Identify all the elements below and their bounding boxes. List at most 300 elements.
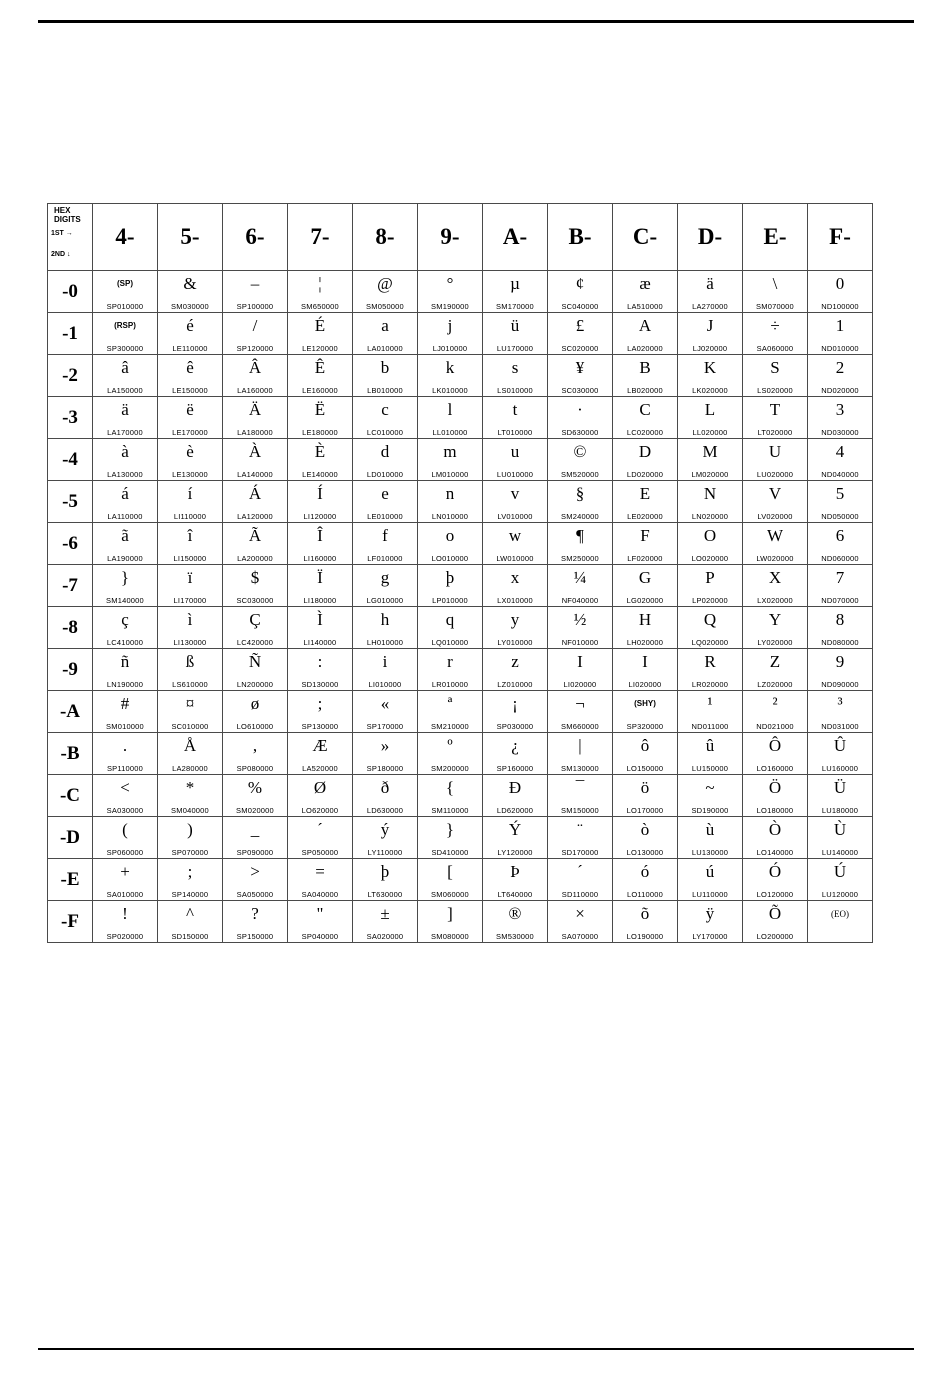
- code-cell-content: [223, 859, 287, 900]
- character-glyph: v: [510, 484, 520, 503]
- character-glyph: }: [120, 568, 130, 587]
- code-cell: [353, 775, 418, 817]
- code-cell: [678, 859, 743, 901]
- column-header: 4-: [93, 204, 158, 271]
- character-glyph: b: [380, 358, 390, 377]
- character-glyph: L: [704, 400, 716, 419]
- character-glyph: j: [447, 316, 453, 335]
- code-cell: [418, 271, 483, 313]
- character-code: SP120000: [236, 344, 274, 353]
- character-glyph: 9: [835, 652, 845, 671]
- character-code: LH020000: [626, 638, 664, 647]
- code-cell-content: [678, 691, 742, 732]
- code-cell-content: [613, 733, 677, 774]
- character-glyph: µ: [510, 274, 520, 293]
- character-glyph: |: [578, 736, 582, 755]
- table-row: [48, 691, 873, 733]
- code-cell-content: [678, 271, 742, 312]
- code-cell: [613, 397, 678, 439]
- corner-second-text: 2ND: [51, 251, 66, 258]
- character-glyph: Z: [769, 652, 781, 671]
- code-cell-content: [288, 397, 352, 438]
- character-glyph: r: [447, 652, 453, 671]
- character-glyph: ³: [837, 694, 843, 713]
- code-cell-content: [93, 271, 157, 312]
- code-cell-content: [158, 859, 222, 900]
- character-code: LC410000: [106, 638, 144, 647]
- code-cell: [678, 397, 743, 439]
- code-cell-content: [353, 901, 417, 942]
- character-glyph: ÷: [770, 316, 780, 335]
- table-row: [48, 901, 873, 943]
- code-cell: [158, 355, 223, 397]
- code-cell: [93, 313, 158, 355]
- column-header: E-: [743, 204, 808, 271]
- code-cell-content: [483, 397, 547, 438]
- code-cell-content: [158, 481, 222, 522]
- character-glyph: Ó: [768, 862, 782, 881]
- code-cell: [223, 901, 288, 943]
- code-cell: [288, 313, 353, 355]
- character-code: SA040000: [301, 890, 339, 899]
- character-glyph: »: [380, 736, 390, 755]
- character-glyph: (EO): [831, 909, 849, 919]
- column-header: A-: [483, 204, 548, 271]
- code-cell: [808, 271, 873, 313]
- code-cell: [678, 481, 743, 523]
- character-code: LU170000: [496, 344, 534, 353]
- code-cell: [418, 355, 483, 397]
- row-header: -3: [48, 397, 93, 439]
- code-cell: [548, 313, 613, 355]
- code-cell: [223, 775, 288, 817]
- character-code: SP080000: [236, 764, 274, 773]
- character-glyph: O: [703, 526, 717, 545]
- character-code: SA070000: [561, 932, 599, 941]
- code-cell-content: [418, 775, 482, 816]
- row-header: -1: [48, 313, 93, 355]
- character-glyph: 8: [835, 610, 845, 629]
- character-glyph: s: [511, 358, 519, 377]
- character-glyph: ^: [186, 904, 194, 923]
- character-glyph: 1: [835, 316, 845, 335]
- character-code: LA270000: [692, 302, 728, 311]
- code-cell-content: [483, 607, 547, 648]
- code-cell-content: [613, 901, 677, 942]
- character-glyph: ×: [575, 904, 585, 923]
- character-glyph: h: [380, 610, 390, 629]
- code-cell-content: [223, 817, 287, 858]
- character-code: LY010000: [497, 638, 533, 647]
- code-cell-content: [93, 397, 157, 438]
- character-glyph: (SP): [117, 279, 133, 288]
- code-cell: [808, 481, 873, 523]
- character-glyph: ©: [573, 442, 587, 461]
- character-code: SD150000: [171, 932, 209, 941]
- code-cell-content: [678, 901, 742, 942]
- code-cell-content: [288, 607, 352, 648]
- character-glyph: Ø: [313, 778, 327, 797]
- character-code: SP020000: [106, 932, 144, 941]
- code-cell: [158, 397, 223, 439]
- code-cell-content: [418, 649, 482, 690]
- character-glyph: ¹: [707, 694, 713, 713]
- code-cell: [808, 523, 873, 565]
- character-code: SM010000: [106, 722, 144, 731]
- character-glyph: k: [445, 358, 455, 377]
- character-glyph: ë: [186, 400, 194, 419]
- table-row: [48, 859, 873, 901]
- code-cell-content: [678, 649, 742, 690]
- character-glyph: Ì: [317, 610, 323, 629]
- character-glyph: ´: [577, 862, 583, 881]
- code-cell: [743, 901, 808, 943]
- code-cell-content: [548, 859, 612, 900]
- code-cell: [613, 607, 678, 649]
- code-cell-content: [548, 817, 612, 858]
- code-cell-content: [418, 313, 482, 354]
- code-cell-content: [158, 817, 222, 858]
- row-header: -6: [48, 523, 93, 565]
- code-cell-content: [418, 481, 482, 522]
- column-header: 6-: [223, 204, 288, 271]
- character-glyph: Û: [833, 736, 847, 755]
- code-cell: [288, 271, 353, 313]
- code-cell-content: [483, 271, 547, 312]
- character-code: ND031000: [821, 722, 859, 731]
- character-glyph: B: [639, 358, 651, 377]
- code-cell: [808, 691, 873, 733]
- corner-first-text: 1ST: [51, 230, 64, 237]
- code-cell: [483, 397, 548, 439]
- character-code: ND070000: [821, 596, 859, 605]
- code-cell: [223, 397, 288, 439]
- code-cell-content: [353, 397, 417, 438]
- character-code: LE160000: [302, 386, 338, 395]
- character-code: LU020000: [756, 470, 794, 479]
- character-glyph: <: [120, 778, 130, 797]
- code-cell: [743, 817, 808, 859]
- character-glyph: W: [766, 526, 784, 545]
- character-code: SP320000: [626, 722, 664, 731]
- character-glyph: ª: [447, 694, 453, 713]
- code-cell-content: [93, 691, 157, 732]
- character-code: SM140000: [106, 596, 144, 605]
- code-cell-content: [158, 355, 222, 396]
- character-glyph: Á: [248, 484, 262, 503]
- code-cell-content: [418, 355, 482, 396]
- character-glyph: Ä: [248, 400, 262, 419]
- character-code: SM650000: [301, 302, 339, 311]
- code-cell: [93, 439, 158, 481]
- character-glyph: J: [706, 316, 714, 335]
- character-glyph: G: [638, 568, 652, 587]
- code-cell-content: [743, 775, 807, 816]
- row-header: -9: [48, 649, 93, 691]
- code-cell: [93, 271, 158, 313]
- character-code: LK010000: [432, 386, 468, 395]
- code-cell-content: [288, 775, 352, 816]
- character-glyph: ú: [705, 862, 715, 881]
- code-cell-content: [223, 523, 287, 564]
- character-glyph: é: [186, 316, 194, 335]
- character-code: LA010000: [367, 344, 403, 353]
- code-cell: [158, 607, 223, 649]
- character-glyph: ¼: [573, 568, 587, 587]
- code-cell-content: [158, 271, 222, 312]
- code-cell: [743, 313, 808, 355]
- character-glyph: d: [380, 442, 390, 461]
- table-row: [48, 439, 873, 481]
- character-code: SP130000: [301, 722, 339, 731]
- character-code: SM020000: [236, 806, 274, 815]
- code-cell-content: [418, 607, 482, 648]
- row-header: -E: [48, 859, 93, 901]
- character-code: LT010000: [497, 428, 533, 437]
- code-cell: [418, 733, 483, 775]
- character-code: LN190000: [106, 680, 144, 689]
- character-code: SM240000: [561, 512, 599, 521]
- character-glyph: @: [377, 274, 393, 293]
- character-glyph: +: [120, 862, 130, 881]
- table-row: [48, 565, 873, 607]
- code-cell: [808, 565, 873, 607]
- code-cell-content: [548, 397, 612, 438]
- character-glyph: ¬: [575, 694, 585, 713]
- character-code: LB020000: [627, 386, 663, 395]
- character-glyph: Ã: [248, 526, 262, 545]
- character-code: SA020000: [366, 932, 404, 941]
- character-glyph: w: [508, 526, 522, 545]
- code-cell-content: [93, 481, 157, 522]
- code-cell-content: [223, 775, 287, 816]
- table-header-row: [48, 204, 873, 271]
- character-code: SC030000: [236, 596, 274, 605]
- column-header: 7-: [288, 204, 353, 271]
- character-code: LY020000: [757, 638, 793, 647]
- code-cell-content: [743, 397, 807, 438]
- character-glyph: [: [447, 862, 453, 881]
- code-cell-content: [353, 355, 417, 396]
- character-code: LE180000: [302, 428, 338, 437]
- character-glyph: Q: [703, 610, 717, 629]
- code-cell-content: [483, 313, 547, 354]
- character-glyph: Ç: [249, 610, 261, 629]
- code-cell: [808, 649, 873, 691]
- character-glyph: ð: [380, 778, 390, 797]
- character-code: LM010000: [431, 470, 469, 479]
- character-code: LP020000: [692, 596, 728, 605]
- code-cell-content: [743, 691, 807, 732]
- character-glyph: 0: [835, 274, 845, 293]
- character-code: SM070000: [756, 302, 794, 311]
- character-code: LX010000: [497, 596, 533, 605]
- code-cell-content: [548, 775, 612, 816]
- top-rule: [38, 20, 914, 23]
- code-cell-content: [353, 859, 417, 900]
- character-glyph: ù: [705, 820, 715, 839]
- character-glyph: è: [186, 442, 194, 461]
- character-glyph: ·: [577, 400, 583, 419]
- character-code: NF040000: [561, 596, 599, 605]
- character-code: SM150000: [561, 806, 599, 815]
- code-cell-content: [353, 817, 417, 858]
- character-glyph: o: [445, 526, 455, 545]
- code-cell: [418, 565, 483, 607]
- code-cell-content: [93, 817, 157, 858]
- corner-hex-digits-label: HEX DIGITS: [54, 206, 81, 224]
- code-cell-content: [158, 313, 222, 354]
- code-cell: [743, 439, 808, 481]
- character-code: SP300000: [106, 344, 144, 353]
- character-glyph: õ: [640, 904, 650, 923]
- code-cell-content: [223, 271, 287, 312]
- code-cell-content: [223, 439, 287, 480]
- character-glyph: ó: [640, 862, 650, 881]
- code-cell: [353, 397, 418, 439]
- row-header: -4: [48, 439, 93, 481]
- code-cell-content: [613, 607, 677, 648]
- character-code: LO190000: [626, 932, 664, 941]
- code-cell-content: [353, 691, 417, 732]
- character-code: LE130000: [172, 470, 208, 479]
- character-glyph: 4: [835, 442, 845, 461]
- character-code: LU120000: [821, 890, 859, 899]
- code-cell: [158, 775, 223, 817]
- code-cell: [483, 439, 548, 481]
- code-cell-content: [743, 817, 807, 858]
- character-glyph: \: [772, 274, 778, 293]
- code-cell: [613, 901, 678, 943]
- character-code: SP040000: [301, 932, 339, 941]
- code-cell-content: [743, 439, 807, 480]
- code-cell: [223, 271, 288, 313]
- code-cell: [548, 439, 613, 481]
- code-cell-content: [223, 313, 287, 354]
- character-code: LE120000: [302, 344, 338, 353]
- character-code: LT640000: [497, 890, 533, 899]
- code-cell-content: [743, 607, 807, 648]
- code-cell-content: [288, 649, 352, 690]
- character-code: LA160000: [237, 386, 273, 395]
- code-cell: [613, 649, 678, 691]
- character-code: LI180000: [303, 596, 337, 605]
- character-glyph: $: [250, 568, 260, 587]
- code-cell-content: [743, 859, 807, 900]
- code-cell: [418, 523, 483, 565]
- character-code: LS610000: [172, 680, 208, 689]
- code-cell-content: [743, 901, 807, 942]
- character-code: ND010000: [821, 344, 859, 353]
- code-cell: [483, 523, 548, 565]
- character-glyph: H: [638, 610, 652, 629]
- character-glyph: 7: [835, 568, 845, 587]
- code-cell-content: [678, 817, 742, 858]
- code-cell: [158, 901, 223, 943]
- character-code: LM020000: [691, 470, 729, 479]
- character-code: LB010000: [367, 386, 403, 395]
- character-code: LP010000: [432, 596, 468, 605]
- character-code: LI110000: [173, 512, 207, 521]
- character-glyph: a: [381, 316, 389, 335]
- code-cell-content: [353, 775, 417, 816]
- character-code: LO120000: [756, 890, 794, 899]
- character-code: SD630000: [561, 428, 599, 437]
- code-chart-body: [48, 271, 873, 943]
- code-cell: [808, 901, 873, 943]
- code-cell: [288, 523, 353, 565]
- table-row: [48, 733, 873, 775]
- table-row: [48, 523, 873, 565]
- code-cell: [548, 901, 613, 943]
- character-glyph: N: [703, 484, 717, 503]
- character-glyph: ô: [640, 736, 650, 755]
- character-code: SD110000: [561, 890, 599, 899]
- code-cell-content: [158, 775, 222, 816]
- character-code: LA120000: [237, 512, 273, 521]
- character-code: LA130000: [107, 470, 143, 479]
- character-code: LX020000: [757, 596, 793, 605]
- arrow-right-icon: →: [65, 230, 73, 237]
- character-code: LR010000: [431, 680, 469, 689]
- code-cell: [93, 397, 158, 439]
- character-code: SP100000: [236, 302, 274, 311]
- code-cell-content: [743, 565, 807, 606]
- character-code: ND020000: [821, 386, 859, 395]
- character-glyph: C: [639, 400, 651, 419]
- character-glyph: I: [577, 652, 583, 671]
- code-cell: [808, 859, 873, 901]
- code-cell-content: [548, 649, 612, 690]
- column-header: B-: [548, 204, 613, 271]
- code-cell: [353, 481, 418, 523]
- code-cell-content: [483, 523, 547, 564]
- character-glyph: *: [185, 778, 195, 797]
- code-cell-content: [808, 775, 872, 816]
- character-glyph: É: [314, 316, 326, 335]
- character-glyph: {: [445, 778, 455, 797]
- character-glyph: i: [382, 652, 388, 671]
- code-cell-content: [223, 733, 287, 774]
- code-cell-content: [743, 271, 807, 312]
- code-cell: [548, 733, 613, 775]
- character-code: SC020000: [561, 344, 599, 353]
- character-code: SP150000: [236, 932, 274, 941]
- character-glyph: A: [638, 316, 652, 335]
- code-cell: [613, 733, 678, 775]
- character-glyph: –: [250, 274, 260, 293]
- character-code: SM170000: [496, 302, 534, 311]
- code-cell: [353, 817, 418, 859]
- character-glyph: ¡: [512, 694, 518, 713]
- character-code: LA200000: [237, 554, 273, 563]
- bottom-rule: [38, 1348, 914, 1350]
- code-cell-content: [613, 313, 677, 354]
- code-cell-content: [288, 439, 352, 480]
- character-code: LE110000: [172, 344, 208, 353]
- row-header: -B: [48, 733, 93, 775]
- character-code: LA510000: [627, 302, 663, 311]
- character-code: SP060000: [106, 848, 144, 857]
- code-cell: [548, 481, 613, 523]
- code-cell: [808, 313, 873, 355]
- character-code: LN010000: [431, 512, 469, 521]
- character-code: LF010000: [367, 554, 403, 563]
- character-code: SC010000: [171, 722, 209, 731]
- character-glyph: _: [250, 820, 260, 839]
- code-cell: [548, 355, 613, 397]
- code-cell-content: [678, 775, 742, 816]
